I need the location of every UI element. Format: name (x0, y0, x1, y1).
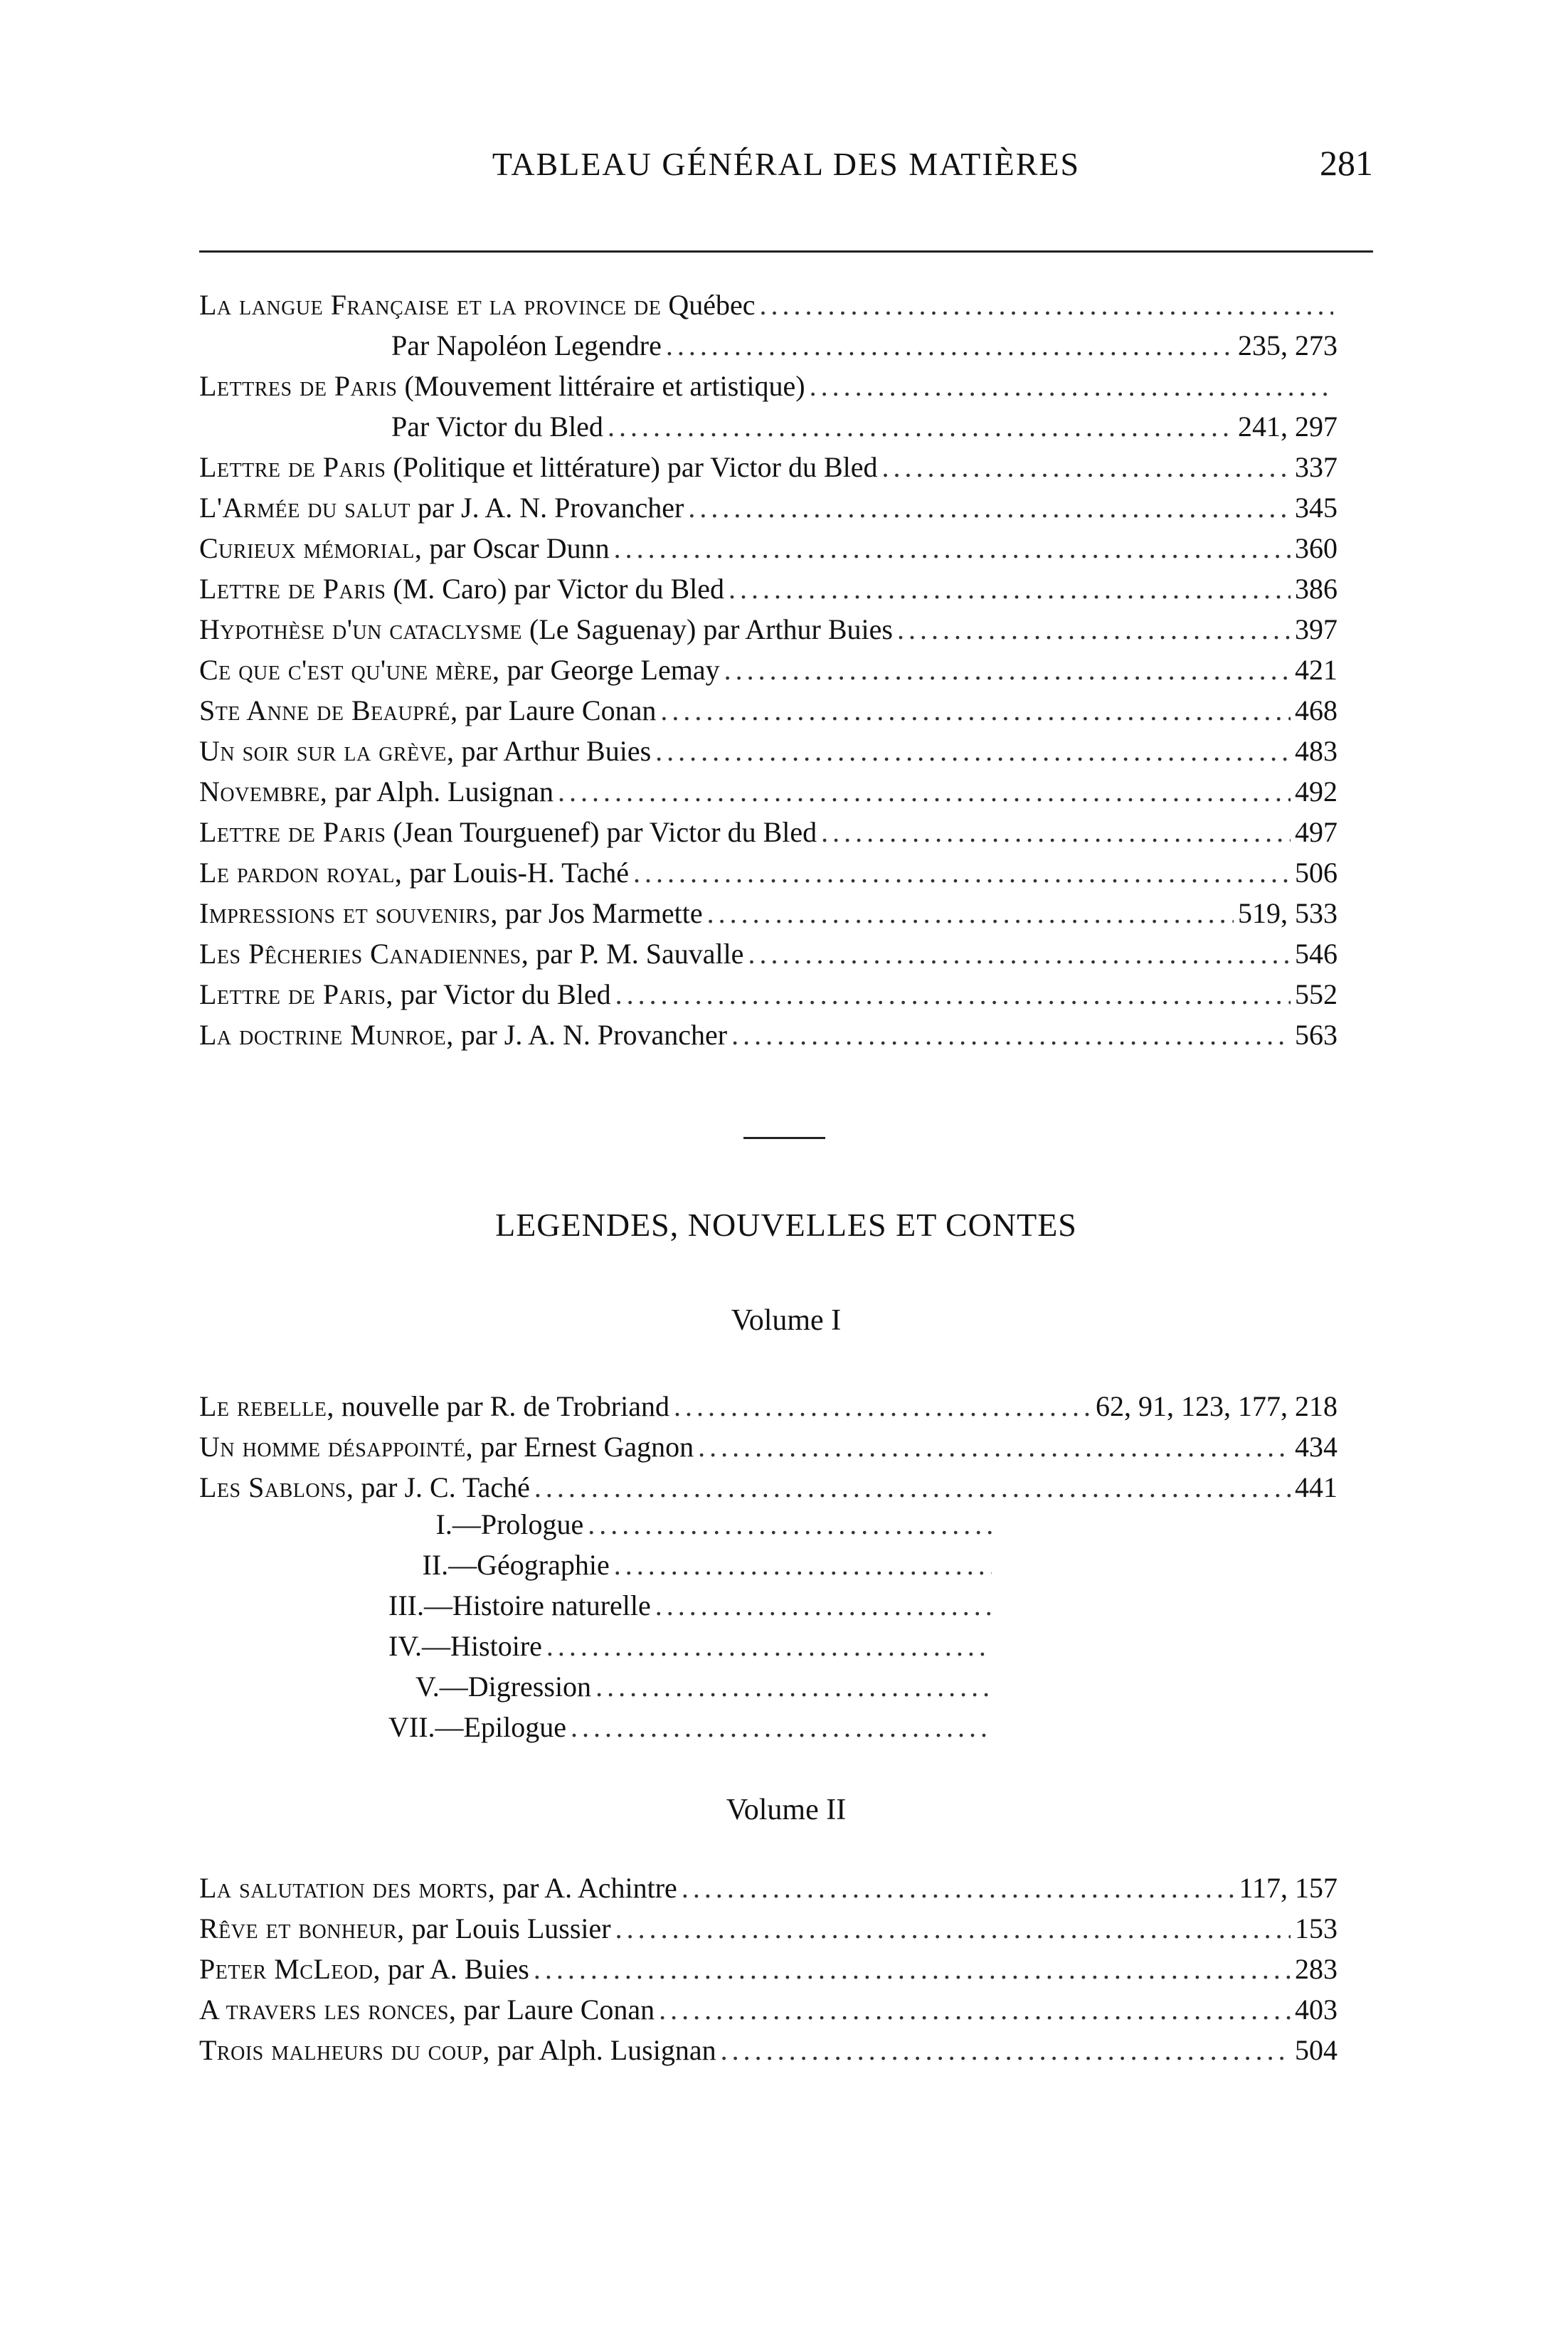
toc-entry (199, 933, 1337, 974)
entry-title-smallcaps: Impressions et souvenirs, (199, 897, 498, 929)
entry-title (199, 933, 743, 974)
entry-pages: 441 (1295, 1471, 1337, 1503)
entry-title-smallcaps: La langue Française et la province de (199, 289, 662, 321)
contents-list-articles (199, 285, 1337, 1055)
leader-dots (614, 1545, 992, 1585)
chapter-label: V.—Digression (415, 1671, 592, 1703)
entry-title (199, 852, 629, 893)
entry-pages: 497 (1295, 816, 1337, 848)
entry-title-smallcaps: Les Sablons, (199, 1471, 354, 1503)
entry-author: par Ernest Gagnon (473, 1431, 694, 1463)
entry-pages: 337 (1295, 451, 1337, 483)
entry-author: (Mouvement littéraire et artistique) (397, 370, 805, 402)
leader-dots (731, 1015, 1291, 1055)
entry-title (199, 1868, 677, 1908)
entry-pages: 403 (1295, 1994, 1337, 2026)
entry-title (199, 1467, 530, 1508)
entry-pages: 492 (1295, 776, 1337, 808)
entry-title-smallcaps: Les Pêcheries Canadiennes, (199, 938, 529, 970)
leader-dots (633, 852, 1291, 893)
page-number: 281 (1320, 143, 1373, 183)
entry-author: (Politique et littérature) par Victor du Bled (386, 451, 878, 483)
leader-dots (588, 1504, 992, 1545)
entry-title-smallcaps: Ste Anne de Beaupré, (199, 694, 458, 726)
entry-title (199, 1949, 529, 1989)
entry-author: (Le Saguenay) par Arthur Buies (522, 613, 893, 645)
entry-title (199, 2030, 716, 2070)
entry-title-smallcaps: Lettre de Paris, (199, 978, 393, 1010)
toc-entry (199, 771, 1337, 812)
toc-entry (199, 285, 1337, 325)
chapter-entry (199, 1504, 996, 1545)
entry-title-smallcaps: Lettres de Paris (199, 370, 398, 402)
entry-pages: 360 (1295, 532, 1337, 564)
entry-title (199, 487, 684, 528)
contents-list-volume-1 (199, 1386, 1337, 1508)
leader-dots (760, 285, 1333, 325)
entry-title (199, 366, 805, 406)
leader-dots (615, 1908, 1291, 1949)
toc-entry (199, 1426, 1337, 1467)
entry-title (199, 1989, 655, 2030)
chapter-label: IV.—Histoire (388, 1630, 542, 1662)
entry-author: par Jos Marmette (497, 897, 703, 929)
toc-entry (199, 1015, 1337, 1055)
entry-author: Par Victor du Bled (391, 411, 603, 443)
entry-title-smallcaps: Rêve et bonheur, (199, 1912, 405, 1944)
toc-entry (199, 609, 1337, 650)
entry-author: (M. Caro) par Victor du Bled (386, 573, 725, 605)
entry-title (199, 690, 656, 731)
leader-dots (660, 690, 1291, 731)
entry-title (199, 1426, 694, 1467)
entry-author: par P. M. Sauvalle (529, 938, 744, 970)
leader-dots (534, 1949, 1291, 1989)
entry-pages: 506 (1295, 857, 1337, 889)
toc-entry (199, 650, 1337, 690)
entry-author: par Louis-H. Taché (402, 857, 630, 889)
leader-dots (698, 1426, 1291, 1467)
entry-author: par A. Achintre (495, 1872, 677, 1904)
entry-title (199, 447, 878, 487)
entry-title (199, 650, 720, 690)
entry-pages: 153 (1295, 1912, 1337, 1944)
entry-author: par Arthur Buies (454, 735, 652, 767)
entry-title-smallcaps: Un soir sur la grève, (199, 735, 455, 767)
leader-dots (707, 893, 1234, 933)
section-title: LEGENDES, NOUVELLES ET CONTES (495, 1207, 1077, 1243)
entry-title (199, 1386, 669, 1426)
entry-pages: 397 (1295, 613, 1337, 645)
entry-author: par Louis Lussier (404, 1912, 611, 1944)
entry-pages: 235, 273 (1238, 329, 1337, 361)
leader-dots (724, 650, 1291, 690)
entry-title-smallcaps: La salutation des morts, (199, 1872, 496, 1904)
leader-dots (655, 1585, 992, 1626)
section-divider (743, 1137, 825, 1139)
leader-dots (666, 325, 1234, 366)
entry-author: par Laure Conan (456, 1994, 655, 2026)
entry-title-smallcaps: L'Armée du salut (199, 492, 410, 524)
entry-title-smallcaps: Un homme désappointé, (199, 1431, 474, 1463)
entry-pages: 386 (1295, 573, 1337, 605)
leader-dots (748, 933, 1291, 974)
toc-entry (199, 690, 1337, 731)
entry-pages: 483 (1295, 735, 1337, 767)
toc-entry (199, 852, 1337, 893)
leader-dots (682, 1868, 1235, 1908)
entry-pages: 62, 91, 123, 177, 218 (1096, 1390, 1337, 1422)
toc-entry (199, 366, 1337, 406)
contents-list-volume-2 (199, 1868, 1337, 2070)
chapter-label: VII.—Epilogue (388, 1711, 566, 1743)
leader-dots (595, 1666, 992, 1707)
entry-pages: 468 (1295, 694, 1337, 726)
entry-pages: 283 (1295, 1953, 1337, 1985)
leader-dots (534, 1467, 1291, 1508)
entry-author: Par Napoléon Legendre (391, 329, 662, 361)
toc-entry (199, 812, 1337, 852)
chapter-label: II.—Géographie (422, 1549, 610, 1581)
leader-dots (558, 771, 1291, 812)
running-title: TABLEAU GÉNÉRAL DES MATIÈRES (492, 146, 1081, 182)
entry-title (199, 1015, 727, 1055)
entry-title-smallcaps: Hypothèse d'un cataclysme (199, 613, 523, 645)
entry-title (199, 812, 817, 852)
chapter-entry (199, 1545, 996, 1585)
entry-title-smallcaps: Trois malheurs du coup, (199, 2034, 490, 2066)
entry-author: nouvelle par R. de Trobriand (334, 1390, 669, 1422)
entry-author: Québec (661, 289, 756, 321)
toc-entry (199, 1989, 1337, 2030)
toc-entry (199, 487, 1337, 528)
entry-title (199, 285, 756, 325)
toc-entry (199, 528, 1337, 568)
entry-title-smallcaps: La doctrine Munroe, (199, 1019, 454, 1051)
chapter-entry (199, 1707, 996, 1747)
entry-author: (Jean Tourguenef) par Victor du Bled (386, 816, 817, 848)
chapter-entry (199, 1585, 996, 1626)
entry-title-smallcaps: Lettre de Paris (199, 451, 386, 483)
entry-author: par Alph. Lusignan (489, 2034, 716, 2066)
leader-dots (546, 1626, 992, 1666)
entry-pages: 117, 157 (1239, 1872, 1337, 1904)
leader-dots (897, 609, 1291, 650)
entry-title-smallcaps: Le pardon royal, (199, 857, 403, 889)
toc-entry (199, 325, 1337, 366)
toc-entry (199, 1949, 1337, 1989)
entry-author: par J. A. N. Provancher (410, 492, 684, 524)
toc-entry (199, 974, 1337, 1015)
leader-dots (729, 568, 1291, 609)
entry-author: par Oscar Dunn (422, 532, 610, 564)
running-head (199, 142, 1373, 199)
toc-entry (199, 1908, 1337, 1949)
leader-dots (721, 2030, 1291, 2070)
entry-title (199, 771, 553, 812)
entry-title-smallcaps: Le rebelle, (199, 1390, 334, 1422)
entry-title-smallcaps: Curieux mémorial, (199, 532, 423, 564)
volume-2-title: Volume II (726, 1794, 847, 1826)
leader-dots (614, 528, 1291, 568)
toc-entry (199, 406, 1337, 447)
entry-title (391, 406, 603, 447)
entry-pages: 552 (1295, 978, 1337, 1010)
entry-author: par A. Buies (380, 1953, 529, 1985)
toc-entry (199, 1386, 1337, 1426)
toc-entry (199, 568, 1337, 609)
leader-dots (674, 1386, 1091, 1426)
entry-pages: 345 (1295, 492, 1337, 524)
chapter-entry (199, 1626, 996, 1666)
entry-author: par Alph. Lusignan (327, 776, 554, 808)
toc-entry (199, 447, 1337, 487)
entry-title (199, 974, 611, 1015)
volume-1-title: Volume I (731, 1304, 842, 1337)
header-rule (199, 250, 1373, 253)
entry-title-smallcaps: Lettre de Paris (199, 573, 386, 605)
entry-title-smallcaps: Lettre de Paris (199, 816, 386, 848)
entry-title-smallcaps: A travers les ronces, (199, 1994, 457, 2026)
entry-pages: 504 (1295, 2034, 1337, 2066)
toc-entry (199, 731, 1337, 771)
entry-author: par J. C. Taché (354, 1471, 530, 1503)
leader-dots (655, 731, 1291, 771)
entry-author: par George Lemay (499, 654, 720, 686)
entry-author: par J. A. N. Provancher (453, 1019, 728, 1051)
entry-title (391, 325, 662, 366)
leader-dots (608, 406, 1234, 447)
leader-dots (688, 487, 1291, 528)
entry-pages: 434 (1295, 1431, 1337, 1463)
entry-title-smallcaps: Novembre, (199, 776, 328, 808)
les-sablons-chapters (199, 1504, 996, 1747)
entry-pages: 546 (1295, 938, 1337, 970)
entry-author: par Laure Conan (457, 694, 657, 726)
leader-dots (810, 366, 1333, 406)
entry-title-smallcaps: Ce que c'est qu'une mère, (199, 654, 500, 686)
entry-title-smallcaps: Peter McLeod, (199, 1953, 381, 1985)
entry-author: par Victor du Bled (393, 978, 611, 1010)
leader-dots (659, 1989, 1291, 2030)
leader-dots (615, 974, 1291, 1015)
chapter-label: I.—Prologue (435, 1508, 584, 1540)
entry-pages: 421 (1295, 654, 1337, 686)
toc-entry (199, 1467, 1337, 1508)
leader-dots (882, 447, 1291, 487)
entry-title (199, 731, 651, 771)
leader-dots (821, 812, 1291, 852)
entry-pages: 519, 533 (1238, 897, 1337, 929)
entry-title (199, 609, 893, 650)
entry-title (199, 1908, 611, 1949)
chapter-entry (199, 1666, 996, 1707)
toc-entry (199, 2030, 1337, 2070)
entry-title (199, 568, 724, 609)
entry-title (199, 893, 703, 933)
entry-title (199, 528, 610, 568)
toc-entry (199, 893, 1337, 933)
chapter-label: III.—Histoire naturelle (388, 1589, 651, 1621)
toc-entry (199, 1868, 1337, 1908)
entry-pages: 563 (1295, 1019, 1337, 1051)
leader-dots (571, 1707, 992, 1747)
entry-pages: 241, 297 (1238, 411, 1337, 443)
